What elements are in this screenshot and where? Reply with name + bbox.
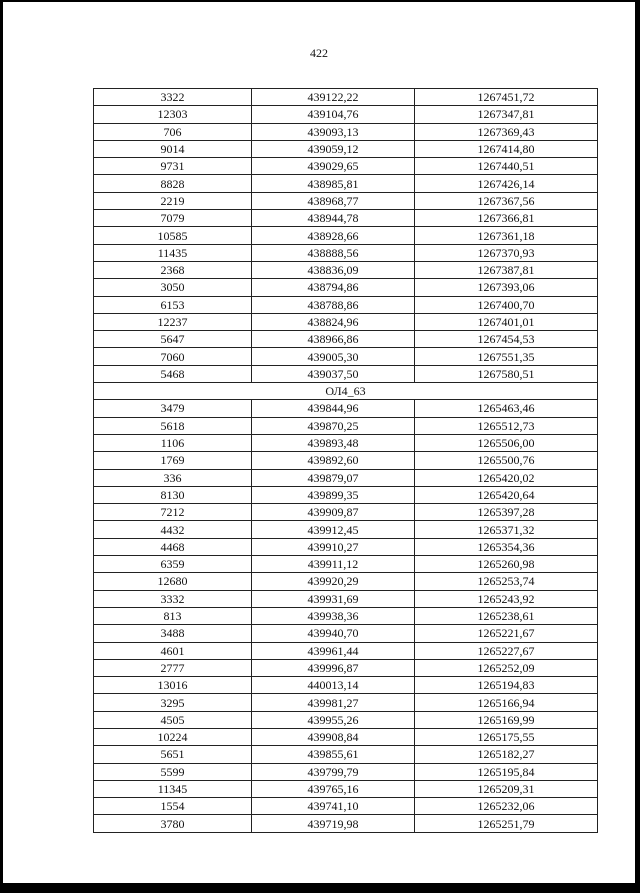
point-number-cell: 3295 <box>94 694 252 711</box>
point-number-cell: 2219 <box>94 192 252 209</box>
x-coordinate-cell: 439940,70 <box>252 625 415 642</box>
point-number-cell: 7212 <box>94 504 252 521</box>
point-number-cell: 3050 <box>94 279 252 296</box>
table-row <box>94 659 598 676</box>
y-coordinate-cell: 1267347,81 <box>415 106 598 123</box>
table-row <box>94 140 598 157</box>
point-number-cell: 6359 <box>94 556 252 573</box>
x-coordinate-cell: 440013,14 <box>252 677 415 694</box>
y-coordinate-cell: 1265182,27 <box>415 746 598 763</box>
table-row <box>94 763 598 780</box>
x-coordinate-cell: 438968,77 <box>252 192 415 209</box>
table-row <box>94 711 598 728</box>
y-coordinate-cell: 1265512,73 <box>415 417 598 434</box>
x-coordinate-cell: 439961,44 <box>252 642 415 659</box>
y-coordinate-cell: 1265420,64 <box>415 486 598 503</box>
table-row <box>94 227 598 244</box>
table-row <box>94 642 598 659</box>
y-coordinate-cell: 1267440,51 <box>415 158 598 175</box>
table-row <box>94 469 598 486</box>
point-number-cell: 3322 <box>94 89 252 106</box>
y-coordinate-cell: 1265243,92 <box>415 590 598 607</box>
table-row <box>94 331 598 348</box>
y-coordinate-cell: 1267370,93 <box>415 244 598 261</box>
y-coordinate-cell: 1267454,53 <box>415 331 598 348</box>
point-number-cell: 336 <box>94 469 252 486</box>
table-row <box>94 175 598 192</box>
x-coordinate-cell: 439855,61 <box>252 746 415 763</box>
x-coordinate-cell: 439931,69 <box>252 590 415 607</box>
table-row <box>94 106 598 123</box>
point-number-cell: 3488 <box>94 625 252 642</box>
point-number-cell: 11345 <box>94 780 252 797</box>
x-coordinate-cell: 439037,50 <box>252 365 415 382</box>
x-coordinate-cell: 439908,84 <box>252 728 415 745</box>
point-number-cell: 7060 <box>94 348 252 365</box>
y-coordinate-cell: 1267361,18 <box>415 227 598 244</box>
y-coordinate-cell: 1265420,02 <box>415 469 598 486</box>
x-coordinate-cell: 439912,45 <box>252 521 415 538</box>
table-row <box>94 244 598 261</box>
y-coordinate-cell: 1265209,31 <box>415 780 598 797</box>
table-row <box>94 746 598 763</box>
x-coordinate-cell: 439741,10 <box>252 798 415 815</box>
x-coordinate-cell: 439765,16 <box>252 780 415 797</box>
table-row <box>94 780 598 797</box>
table-row <box>94 400 598 417</box>
table-row <box>94 607 598 624</box>
point-number-cell: 6153 <box>94 296 252 313</box>
y-coordinate-cell: 1267387,81 <box>415 261 598 278</box>
point-number-cell: 11435 <box>94 244 252 261</box>
x-coordinate-cell: 439093,13 <box>252 123 415 140</box>
table-row <box>94 417 598 434</box>
y-coordinate-cell: 1265260,98 <box>415 556 598 573</box>
y-coordinate-cell: 1265169,99 <box>415 711 598 728</box>
table-row <box>94 434 598 451</box>
y-coordinate-cell: 1267426,14 <box>415 175 598 192</box>
point-number-cell: 7079 <box>94 210 252 227</box>
table-row <box>94 89 598 106</box>
y-coordinate-cell: 1265251,79 <box>415 815 598 832</box>
x-coordinate-cell: 439909,87 <box>252 504 415 521</box>
x-coordinate-cell: 439104,76 <box>252 106 415 123</box>
y-coordinate-cell: 1267393,06 <box>415 279 598 296</box>
table-row <box>94 815 598 832</box>
x-coordinate-cell: 438928,66 <box>252 227 415 244</box>
point-number-cell: 10224 <box>94 728 252 745</box>
x-coordinate-cell: 438794,86 <box>252 279 415 296</box>
point-number-cell: 706 <box>94 123 252 140</box>
table-row <box>94 538 598 555</box>
point-number-cell: 1554 <box>94 798 252 815</box>
y-coordinate-cell: 1265463,46 <box>415 400 598 417</box>
point-number-cell: 9731 <box>94 158 252 175</box>
table-row <box>94 210 598 227</box>
point-number-cell: 8130 <box>94 486 252 503</box>
x-coordinate-cell: 439920,29 <box>252 573 415 590</box>
table-row <box>94 365 598 382</box>
x-coordinate-cell: 438944,78 <box>252 210 415 227</box>
y-coordinate-cell: 1265175,55 <box>415 728 598 745</box>
x-coordinate-cell: 439938,36 <box>252 607 415 624</box>
x-coordinate-cell: 439719,98 <box>252 815 415 832</box>
y-coordinate-cell: 1265354,36 <box>415 538 598 555</box>
point-number-cell: 13016 <box>94 677 252 694</box>
point-number-cell: 12237 <box>94 313 252 330</box>
x-coordinate-cell: 439981,27 <box>252 694 415 711</box>
table-row <box>94 296 598 313</box>
table-row <box>94 556 598 573</box>
table-row <box>94 348 598 365</box>
x-coordinate-cell: 439122,22 <box>252 89 415 106</box>
table-row <box>94 625 598 642</box>
y-coordinate-cell: 1265194,83 <box>415 677 598 694</box>
y-coordinate-cell: 1265371,32 <box>415 521 598 538</box>
table-row <box>94 590 598 607</box>
table-row <box>94 486 598 503</box>
table-row <box>94 677 598 694</box>
y-coordinate-cell: 1265195,84 <box>415 763 598 780</box>
coordinates-table-body <box>94 89 598 833</box>
table-row <box>94 192 598 209</box>
x-coordinate-cell: 438985,81 <box>252 175 415 192</box>
y-coordinate-cell: 1267451,72 <box>415 89 598 106</box>
document-page <box>3 2 635 883</box>
point-number-cell: 4468 <box>94 538 252 555</box>
section-label: ОЛ4_63 <box>94 383 598 400</box>
y-coordinate-cell: 1265252,09 <box>415 659 598 676</box>
y-coordinate-cell: 1267551,35 <box>415 348 598 365</box>
point-number-cell: 4505 <box>94 711 252 728</box>
x-coordinate-cell: 438966,86 <box>252 331 415 348</box>
x-coordinate-cell: 439844,96 <box>252 400 415 417</box>
table-row <box>94 452 598 469</box>
point-number-cell: 813 <box>94 607 252 624</box>
table-row <box>94 279 598 296</box>
y-coordinate-cell: 1267367,56 <box>415 192 598 209</box>
section-row <box>94 383 598 400</box>
x-coordinate-cell: 439870,25 <box>252 417 415 434</box>
y-coordinate-cell: 1265227,67 <box>415 642 598 659</box>
point-number-cell: 4601 <box>94 642 252 659</box>
x-coordinate-cell: 439029,65 <box>252 158 415 175</box>
point-number-cell: 5599 <box>94 763 252 780</box>
y-coordinate-cell: 1265221,67 <box>415 625 598 642</box>
table-row <box>94 261 598 278</box>
y-coordinate-cell: 1267400,70 <box>415 296 598 313</box>
x-coordinate-cell: 439059,12 <box>252 140 415 157</box>
point-number-cell: 5647 <box>94 331 252 348</box>
y-coordinate-cell: 1267580,51 <box>415 365 598 382</box>
point-number-cell: 12303 <box>94 106 252 123</box>
table-row <box>94 158 598 175</box>
point-number-cell: 8828 <box>94 175 252 192</box>
x-coordinate-cell: 439910,27 <box>252 538 415 555</box>
table-row <box>94 728 598 745</box>
x-coordinate-cell: 439005,30 <box>252 348 415 365</box>
x-coordinate-cell: 439892,60 <box>252 452 415 469</box>
y-coordinate-cell: 1265166,94 <box>415 694 598 711</box>
point-number-cell: 5468 <box>94 365 252 382</box>
point-number-cell: 12680 <box>94 573 252 590</box>
point-number-cell: 4432 <box>94 521 252 538</box>
y-coordinate-cell: 1265238,61 <box>415 607 598 624</box>
x-coordinate-cell: 438824,96 <box>252 313 415 330</box>
x-coordinate-cell: 438836,09 <box>252 261 415 278</box>
x-coordinate-cell: 438888,56 <box>252 244 415 261</box>
x-coordinate-cell: 439899,35 <box>252 486 415 503</box>
x-coordinate-cell: 439893,48 <box>252 434 415 451</box>
x-coordinate-cell: 439799,79 <box>252 763 415 780</box>
page-number: 422 <box>310 46 328 60</box>
table-row <box>94 123 598 140</box>
y-coordinate-cell: 1265397,28 <box>415 504 598 521</box>
point-number-cell: 5618 <box>94 417 252 434</box>
y-coordinate-cell: 1267401,01 <box>415 313 598 330</box>
x-coordinate-cell: 438788,86 <box>252 296 415 313</box>
y-coordinate-cell: 1267369,43 <box>415 123 598 140</box>
point-number-cell: 5651 <box>94 746 252 763</box>
table-row <box>94 798 598 815</box>
point-number-cell: 1106 <box>94 434 252 451</box>
y-coordinate-cell: 1265232,06 <box>415 798 598 815</box>
coordinates-table <box>93 88 598 833</box>
point-number-cell: 3780 <box>94 815 252 832</box>
point-number-cell: 2777 <box>94 659 252 676</box>
table-row <box>94 504 598 521</box>
y-coordinate-cell: 1267366,81 <box>415 210 598 227</box>
x-coordinate-cell: 439955,26 <box>252 711 415 728</box>
point-number-cell: 3479 <box>94 400 252 417</box>
point-number-cell: 2368 <box>94 261 252 278</box>
point-number-cell: 9014 <box>94 140 252 157</box>
x-coordinate-cell: 439996,87 <box>252 659 415 676</box>
table-row <box>94 694 598 711</box>
table-row <box>94 313 598 330</box>
point-number-cell: 10585 <box>94 227 252 244</box>
point-number-cell: 3332 <box>94 590 252 607</box>
y-coordinate-cell: 1267414,80 <box>415 140 598 157</box>
table-row <box>94 573 598 590</box>
x-coordinate-cell: 439879,07 <box>252 469 415 486</box>
y-coordinate-cell: 1265253,74 <box>415 573 598 590</box>
y-coordinate-cell: 1265506,00 <box>415 434 598 451</box>
y-coordinate-cell: 1265500,76 <box>415 452 598 469</box>
point-number-cell: 1769 <box>94 452 252 469</box>
x-coordinate-cell: 439911,12 <box>252 556 415 573</box>
table-row <box>94 521 598 538</box>
